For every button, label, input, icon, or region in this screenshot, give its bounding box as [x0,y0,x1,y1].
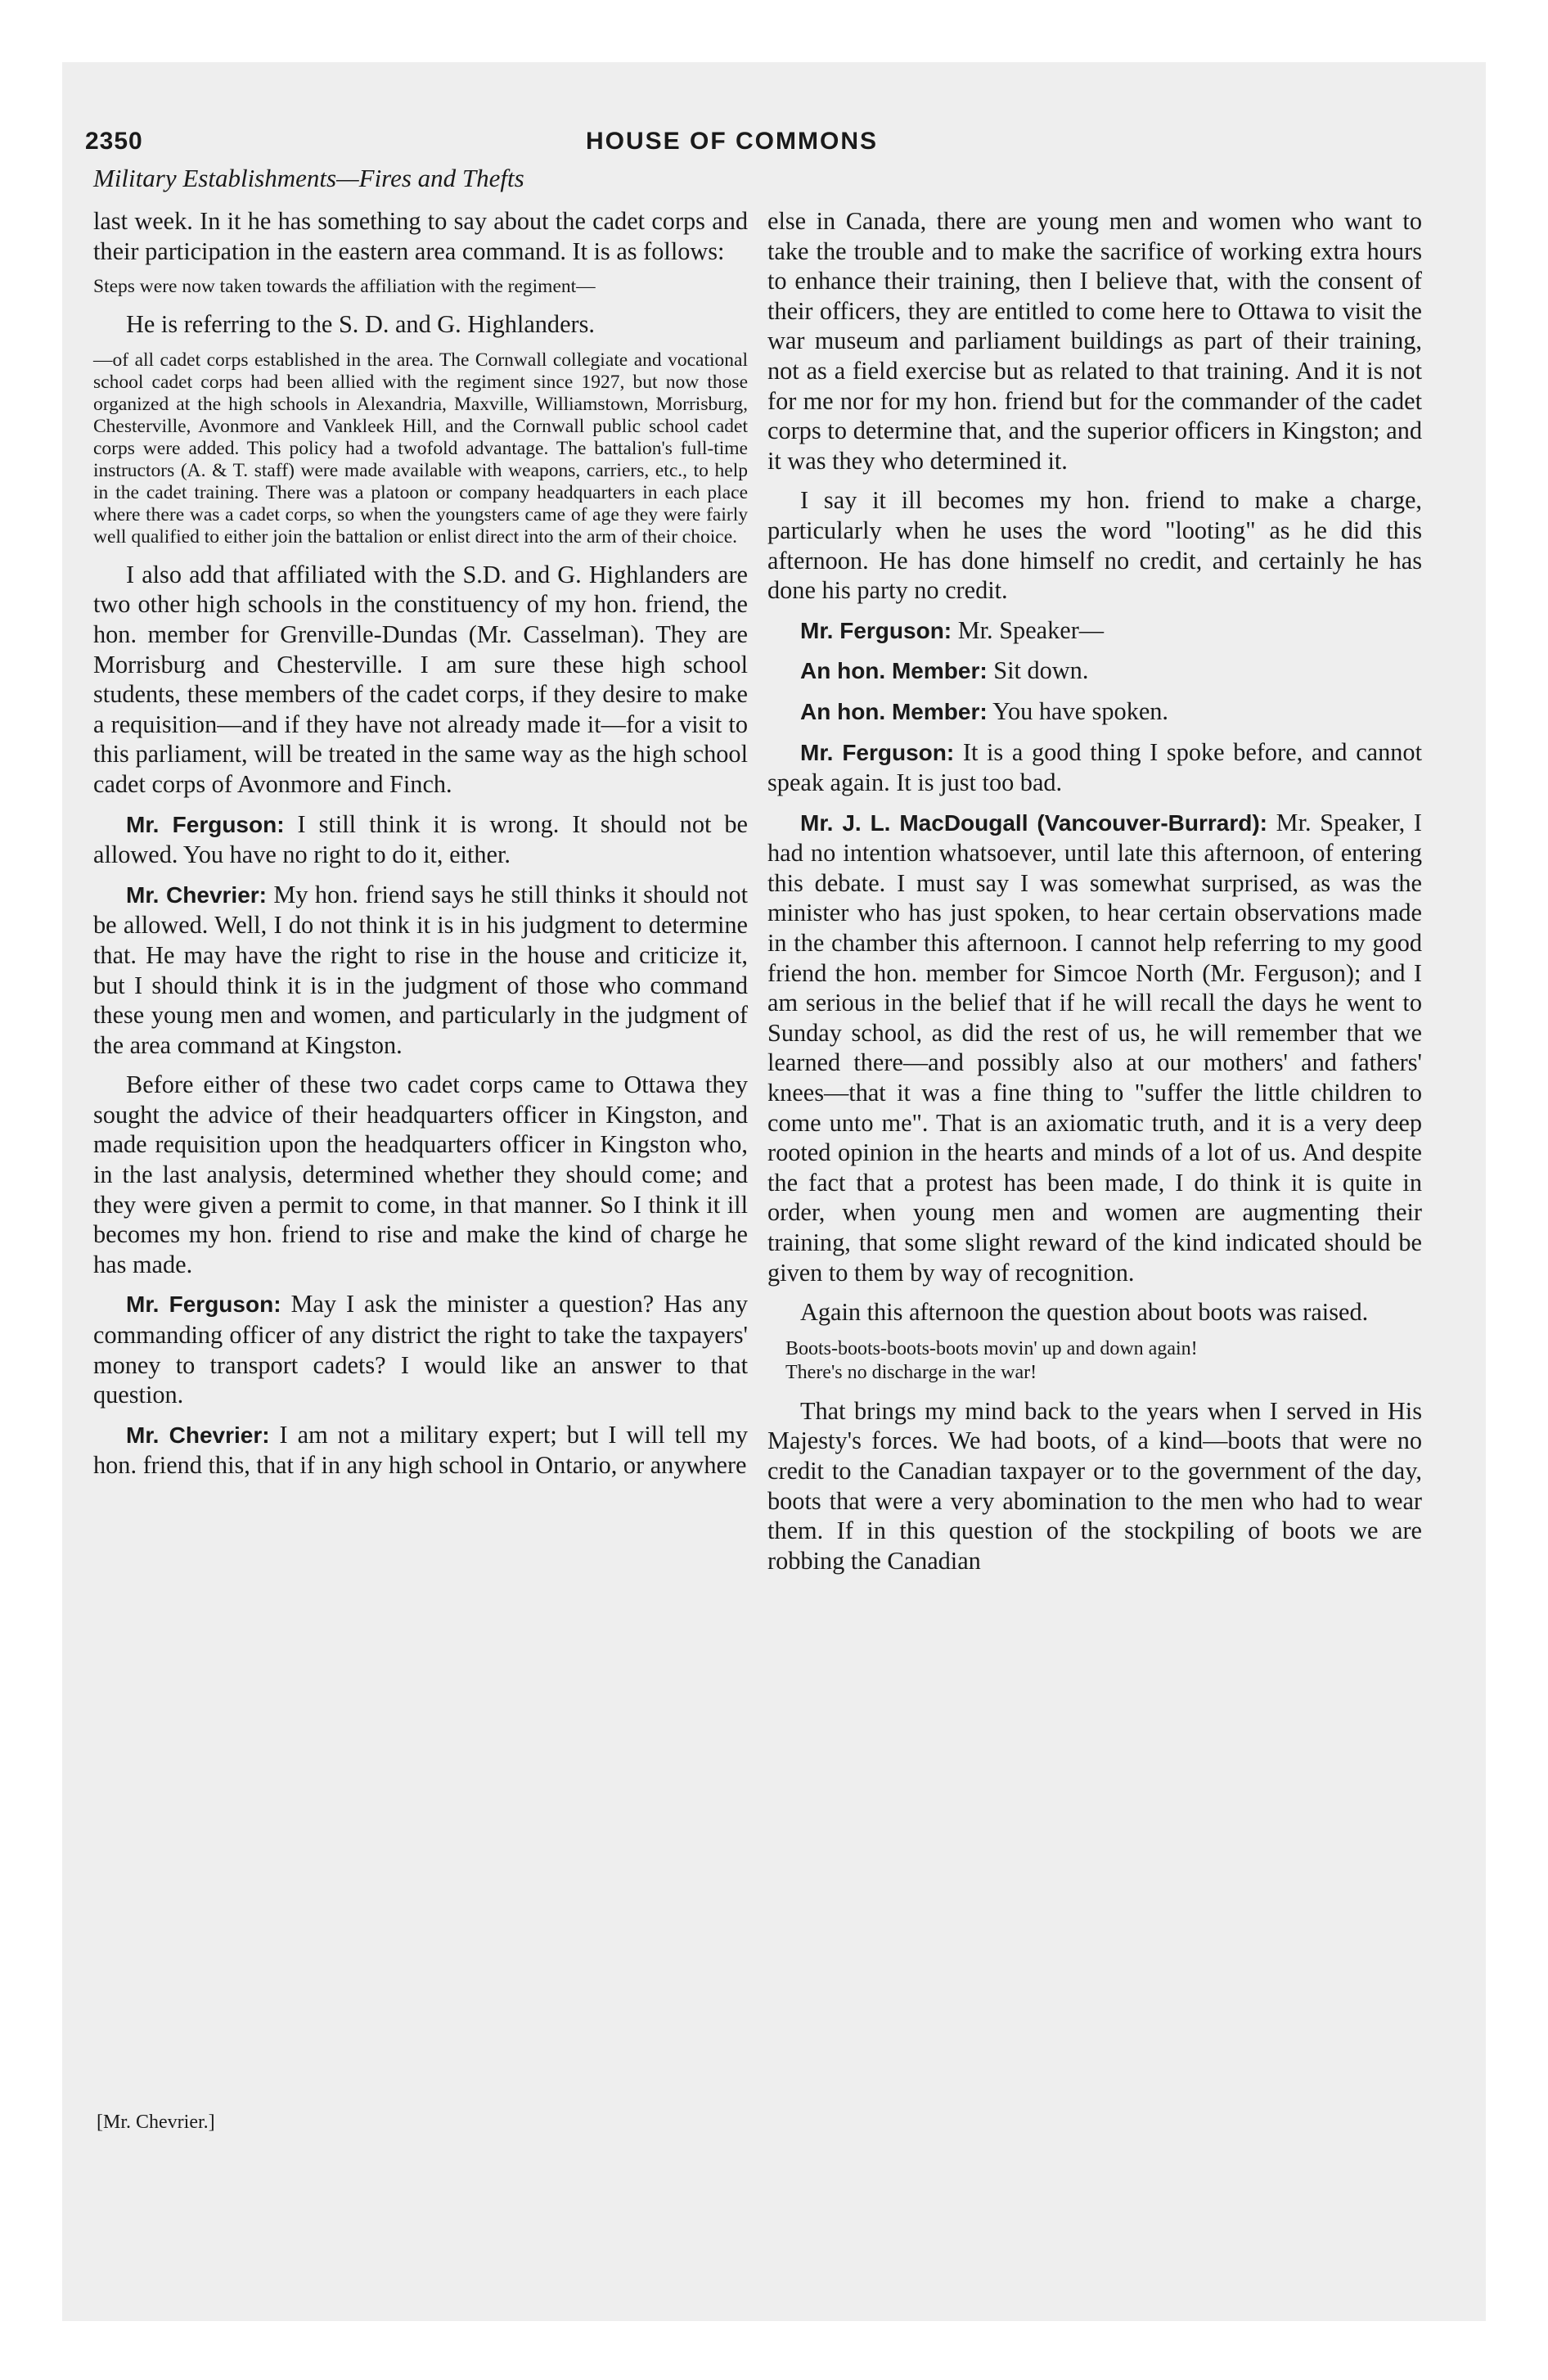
running-title: HOUSE OF COMMONS [586,128,879,155]
speech-text: You have spoken. [987,696,1169,725]
page-header [85,128,936,160]
speaker-name: Mr. Ferguson: [126,811,285,837]
speaker-name: Mr. Chevrier: [126,881,267,908]
speech-paragraph [767,696,1422,728]
right-column [767,206,1422,1585]
speaker-name: Mr. Ferguson: [126,1291,281,1318]
speaker-name: Mr. Ferguson: [800,617,952,643]
speech-paragraph [93,1289,748,1409]
speech-text: Mr. Speaker— [952,615,1105,644]
paragraph: Again this afternoon the question about boots was raised. [800,1298,1369,1327]
speech-text: It is a good thing I spoke before, and cannot speak again. It is just too bad. [767,737,1422,797]
page-number: 2350 [85,128,143,155]
quoted-passage: Steps were now taken towards the affiliation with the regiment— [93,276,596,298]
paragraph: last week. In it he has something to say about the cadet corps and their participation in the eastern area command. It is as follows: [93,207,748,265]
speaker-name: An hon. Member: [800,698,988,724]
verse-line: There's no discharge in the war! [785,1361,1037,1383]
left-column [93,206,748,1490]
section-subject: Military Establishments—Fires and Thefts [93,164,524,192]
speech-paragraph [93,809,748,870]
quoted-passage: —of all cadet corps established in the area. The Cornwall collegiate and vocational school cadet corps had been allied with the regiment since 1927, but now those organized at the high schools in Alexandria, Maxville, Williamstown, Morrisburg, Chesterville, Avonmore and Vankleek Hill, and the Cornwall public school cadet corps were added. This policy had a twofold advantage. The battalion's full-time instructors (A. & T. staff) were made available with weapons, carriers, etc., to help in the cadet training. There was a platoon or company headquarters in each place where there was a cadet corps, so when the youngsters came of age they were fairly well qualified to either join the battalion or enlist direct into the arm of their choice. [93,349,748,548]
speech-text: I am not a military expert; but I will tell my hon. friend this, that if in any high school in Ontario, or anywhere [93,1420,748,1480]
speech-paragraph [767,737,1422,798]
speech-paragraph [767,615,1422,647]
speaker-name: Mr. J. L. MacDougall (Vancouver-Burrard): [800,809,1267,836]
paragraph: That brings my mind back to the years when I served in His Majesty's forces. We had boots, of a kind—boots that were no credit to the Canadian taxpayer or to the government of the day, boots that were a very abomination to the men who had to wear them. If in this question of the stockpiling of boots we are robbing the Canadian [767,1396,1422,1575]
speaker-name: Mr. Ferguson: [800,739,955,765]
paragraph: I also add that affiliated with the S.D. and G. Highlanders are two other high schools in the constituency of my hon. friend, the hon. member for Grenville-Dundas (Mr. Casselman). They are Morrisburg and Chesterville. I am sure these high school students, these members of the cadet corps, if they desire to make a requisition—and if they have not already made it—for a visit to this parliament, will be treated in the same way as the high school cadet corps of Avonmore and Finch. [93,560,748,798]
paragraph: He is referring to the S. D. and G. Highlanders. [126,310,595,339]
verse-quotation [785,1337,1422,1385]
paragraph: Before either of these two cadet corps came to Ottawa they sought the advice of their headquarters officer in Kingston, and made requisition upon the headquarters officer in Kingston who, in the last analysis, determined whether they should come; and they were given a permit to come, in that manner. So I think it ill becomes my hon. friend to rise and make the kind of charge he has made. [93,1071,748,1278]
verse-line: Boots-boots-boots-boots movin' up and down again! [785,1337,1198,1359]
speech-text: I still think it is wrong. It should not be allowed. You have no right to do it, either. [93,809,748,869]
speech-paragraph [93,1420,748,1481]
paragraph: I say it ill becomes my hon. friend to make a charge, particularly when he uses the word "looting" as he did this afternoon. He has done himself no credit, and certainly he has done his party no credit. [767,486,1422,605]
speech-text: Mr. Speaker, I had no intention whatsoever, until late this afternoon, of entering this debate. I must say I was somewhat surprised, as was the minister who has just spoken, to hear certain observations made in the chamber this afternoon. I cannot help referring to my good friend the hon. member for Simcoe North (Mr. Ferguson); and I am serious in the belief that if he will recall the days he went to Sunday school, as did the rest of us, he will remember that we learned there—and possibly also at our mothers' and fathers' knees—that it was a fine thing to "suffer the little children to come unto me". That is an axiomatic truth, and it is a very deep rooted opinion in the hearts and minds of a lot of us. And despite the fact that a protest has been made, I do think it is quite in order, when young men and women are augmenting their training, that some slight reward of the kind indicated should be given to them by way of recognition. [767,808,1422,1287]
speech-text: My hon. friend says he still thinks it should not be allowed. Well, I do not think it is in his judgment to determine that. He may have the right to rise in the house and criticize it, but I should think it is in the judgment of those who command these young men and women, and particularly in the judgment of the area command at Kingston. [93,880,749,1059]
speech-text: Sit down. [987,656,1089,685]
speaker-name: An hon. Member: [800,658,988,684]
speech-paragraph [767,656,1422,687]
speech-paragraph [93,880,748,1061]
speaker-name: Mr. Chevrier: [126,1422,270,1448]
paragraph: else in Canada, there are young men and women who want to take the trouble and to make the sacrifice of working extra hours to enhance their training, then I believe that, with the consent of their officers, they are entitled to come here to Ottawa to visit the war museum and parliament buildings as part of their training, not as a field exercise but as related to that training. And it is not for me nor for my hon. friend but for the commander of the cadet corps to determine that, and the superior officers in Kingston; and it was they who determined it. [767,207,1422,475]
speech-paragraph [767,808,1422,1288]
speaker-attribution: [Mr. Chevrier.] [97,2112,215,2133]
speech-text: May I ask the minister a question? Has any commanding officer of any district the right to take the taxpayers' money to transport cadets? I would like an answer to that question. [93,1290,748,1409]
